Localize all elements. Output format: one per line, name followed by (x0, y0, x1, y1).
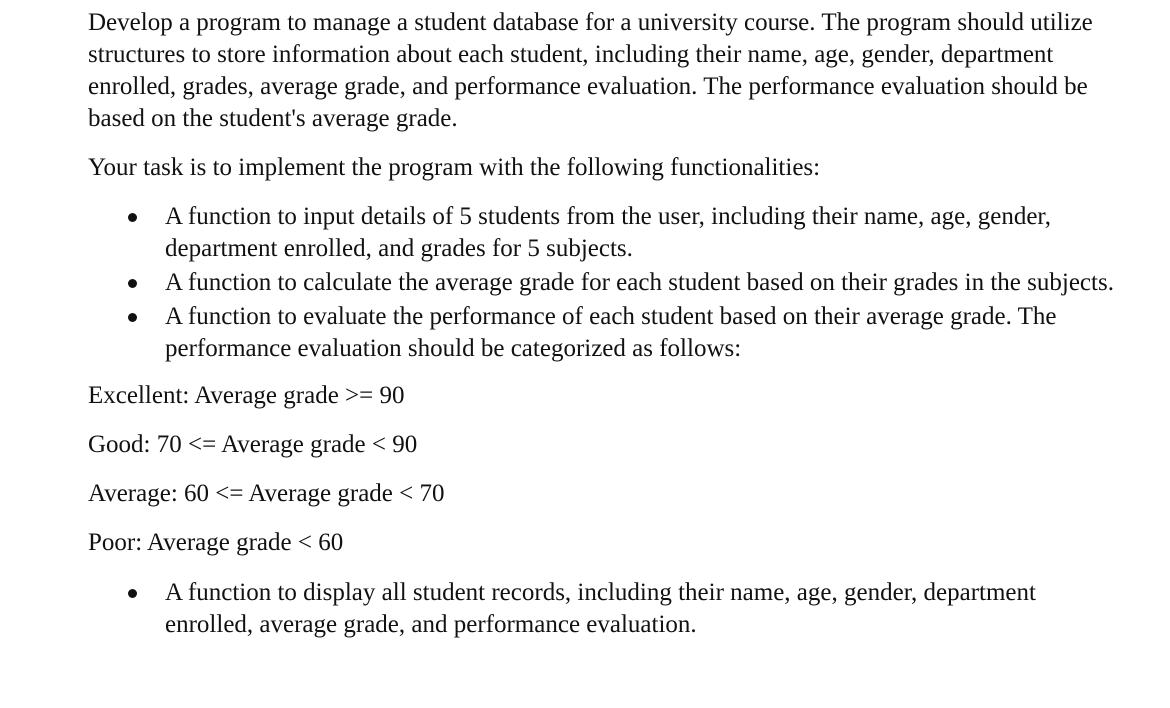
task-intro: Your task is to implement the program with the following functionalities: (88, 154, 821, 181)
list-item (88, 201, 1118, 265)
intro-paragraph: Develop a program to manage a student database for a university course. The program should utilize structures to store information about each student, including their name, age, gender, department enrolled, grades, average grade, and performance evaluation. The performance evaluation should be based on the student's average grade. (88, 9, 1093, 132)
list-item (88, 577, 1118, 641)
category-excellent: Excellent: Average grade >= 90 (88, 382, 405, 409)
category-good: Good: 70 <= Average grade < 90 (88, 431, 418, 458)
display-function-list (88, 577, 1118, 641)
bullet-icon (128, 589, 137, 598)
list-item (88, 301, 1118, 365)
list-item (88, 267, 1118, 299)
bullet-icon (128, 313, 137, 322)
function-text: A function to evaluate the performance of each student based on their average grade. The performance evaluation should be categorized as follows: (165, 303, 1057, 362)
function-text: A function to calculate the average grade for each student based on their grades in the subjects. (165, 269, 1114, 296)
functions-list (88, 201, 1118, 365)
function-text: A function to display all student records, including their name, age, gender, department enrolled, average grade, and performance evaluation. (165, 579, 1036, 638)
document-body (88, 7, 1118, 643)
category-poor: Poor: Average grade < 60 (88, 529, 344, 556)
bullet-icon (128, 279, 137, 288)
category-average: Average: 60 <= Average grade < 70 (88, 480, 445, 507)
bullet-icon (128, 213, 137, 222)
function-text: A function to input details of 5 students from the user, including their name, age, gender, department enrolled, and grades for 5 subjects. (165, 203, 1051, 262)
